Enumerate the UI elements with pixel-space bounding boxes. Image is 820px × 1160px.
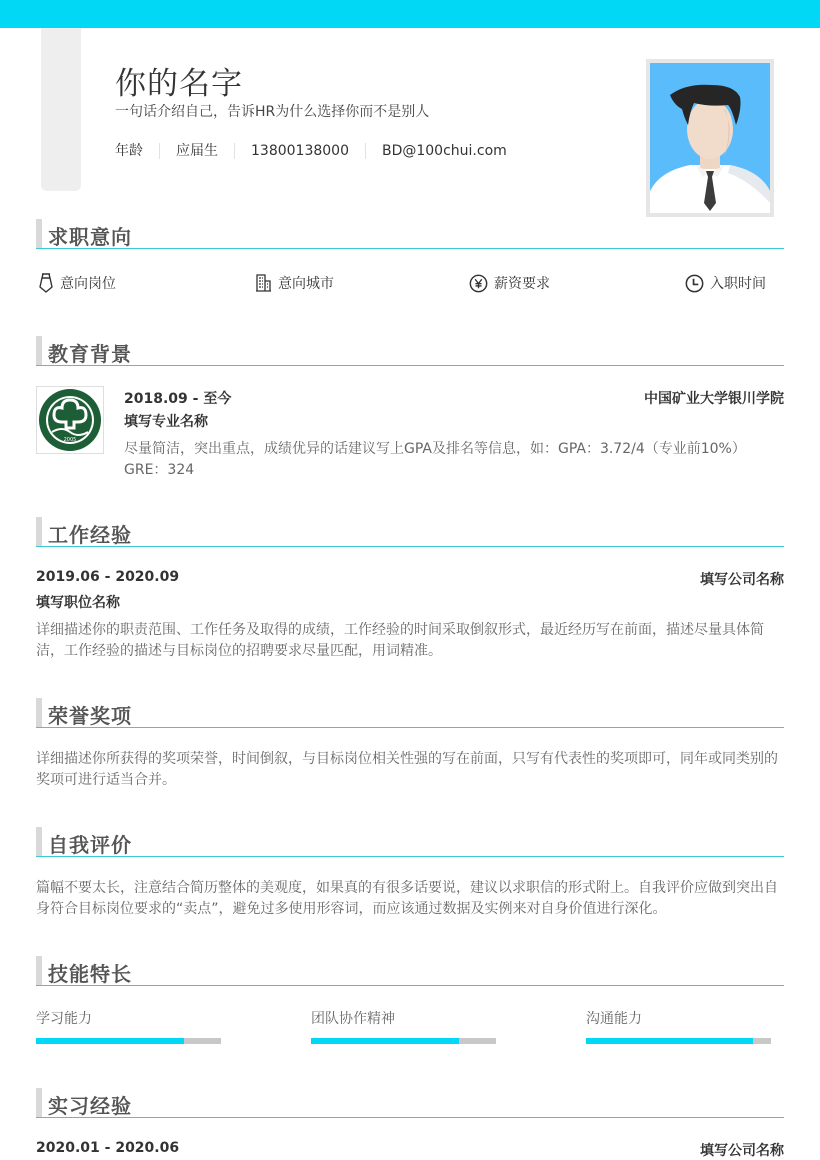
section-header <box>36 698 784 728</box>
section-job-intent <box>36 219 784 249</box>
work-company: 填写公司名称 <box>700 572 784 588</box>
section-marker <box>36 219 42 248</box>
section-header <box>36 1088 784 1118</box>
intent-start-date <box>685 273 766 293</box>
info-age: 年龄 <box>115 143 143 159</box>
intent-start-date-label: 入职时间 <box>710 276 766 292</box>
skill-bar-fill <box>586 1038 753 1044</box>
self-evaluation-description: 篇幅不要太长，注意结合简历整体的美观度，如果真的有很多话要说，建议以求职信的形式附上。自我评价应做到突出自身符合目标岗位要求的“卖点”，避免过多使用形容词，而应该通过数据及实例来对自身价值进行深化。 <box>36 880 778 917</box>
education-description: 尽量简洁，突出重点，成绩优异的话建议写上GPA及排名等信息，如：GPA：3.72/4（专业前10%） GRE：324 <box>124 441 746 478</box>
section-marker <box>36 1088 42 1117</box>
tie-icon <box>38 273 54 293</box>
internship-company: 填写公司名称 <box>700 1143 784 1159</box>
intent-salary <box>469 273 550 293</box>
skill-item <box>311 1008 496 1044</box>
person-avatar-icon <box>650 63 770 213</box>
section-marker <box>36 956 42 985</box>
skill-bar-track <box>36 1038 221 1044</box>
yen-icon <box>469 274 488 293</box>
building-icon <box>255 274 272 292</box>
education-period: 2018.09 - 至今 <box>124 391 232 407</box>
internship-period: 2020.01 - 2020.06 <box>36 1140 180 1156</box>
section-title: 自我评价 <box>48 833 132 857</box>
internship-entry <box>36 1140 784 1160</box>
skill-label: 学习能力 <box>36 1011 92 1027</box>
education-school: 中国矿业大学银川学院 <box>644 391 784 407</box>
section-title: 教育背景 <box>48 342 132 366</box>
school-emblem-icon <box>38 388 102 452</box>
candidate-name: 你的名字 <box>115 66 243 102</box>
section-marker <box>36 336 42 365</box>
section-header <box>36 827 784 857</box>
section-header <box>36 336 784 366</box>
skill-bar-track <box>311 1038 496 1044</box>
section-title: 荣誉奖项 <box>48 704 132 728</box>
svg-text:2005: 2005 <box>63 437 77 443</box>
skill-item <box>36 1008 221 1044</box>
section-header <box>36 956 784 986</box>
section-skills <box>36 956 784 986</box>
section-self-evaluation <box>36 827 784 857</box>
info-status: 应届生 <box>159 143 234 159</box>
section-title: 技能特长 <box>48 962 132 986</box>
side-tab-decoration <box>41 28 81 191</box>
info-phone: 13800138000 <box>234 143 365 159</box>
intent-city <box>255 273 334 293</box>
skill-label: 团队协作精神 <box>311 1011 395 1027</box>
education-major: 填写专业名称 <box>124 414 208 430</box>
section-marker <box>36 517 42 546</box>
section-title: 工作经验 <box>48 523 132 547</box>
skill-bar-fill <box>311 1038 459 1044</box>
work-position: 填写职位名称 <box>36 595 120 611</box>
section-honors <box>36 698 784 728</box>
skill-bar-track <box>586 1038 771 1044</box>
honors-description: 详细描述你所获得的奖项荣誉，时间倒叙，与目标岗位相关性强的写在前面，只写有代表性的奖项即可，同年或同类别的奖项可进行适当合并。 <box>36 751 778 788</box>
skill-label: 沟通能力 <box>586 1011 642 1027</box>
section-header <box>36 517 784 547</box>
education-entry <box>124 388 784 481</box>
intent-position-label: 意向岗位 <box>60 276 116 292</box>
skill-bar-fill <box>36 1038 184 1044</box>
section-marker <box>36 698 42 727</box>
intent-city-label: 意向城市 <box>278 276 334 292</box>
section-work-experience <box>36 517 784 547</box>
section-internship <box>36 1088 784 1118</box>
job-intent-row <box>36 273 784 295</box>
section-marker <box>36 827 42 856</box>
intent-salary-label: 薪资要求 <box>494 276 550 292</box>
school-logo <box>36 386 104 454</box>
section-title: 求职意向 <box>48 225 132 249</box>
work-description: 详细描述你的职责范围、工作任务及取得的成绩，工作经验的时间采取倒叙形式，最近经历写在前面，描述尽量具体简洁，工作经验的描述与目标岗位的招聘要求尽量匹配，用词精准。 <box>36 622 764 659</box>
skill-item <box>586 1008 771 1044</box>
section-title: 实习经验 <box>48 1094 132 1118</box>
top-accent-bar <box>0 0 820 28</box>
avatar <box>650 63 770 213</box>
section-header <box>36 219 784 249</box>
work-period: 2019.06 - 2020.09 <box>36 569 180 585</box>
section-education <box>36 336 784 366</box>
work-entry <box>36 569 784 662</box>
intent-position <box>38 273 116 293</box>
profile-photo <box>646 59 774 217</box>
info-email: BD@100chui.com <box>365 143 523 159</box>
clock-icon <box>685 274 704 293</box>
candidate-intro: 一句话介绍自己，告诉HR为什么选择你而不是别人 <box>115 104 430 120</box>
basic-info-row <box>115 143 523 159</box>
